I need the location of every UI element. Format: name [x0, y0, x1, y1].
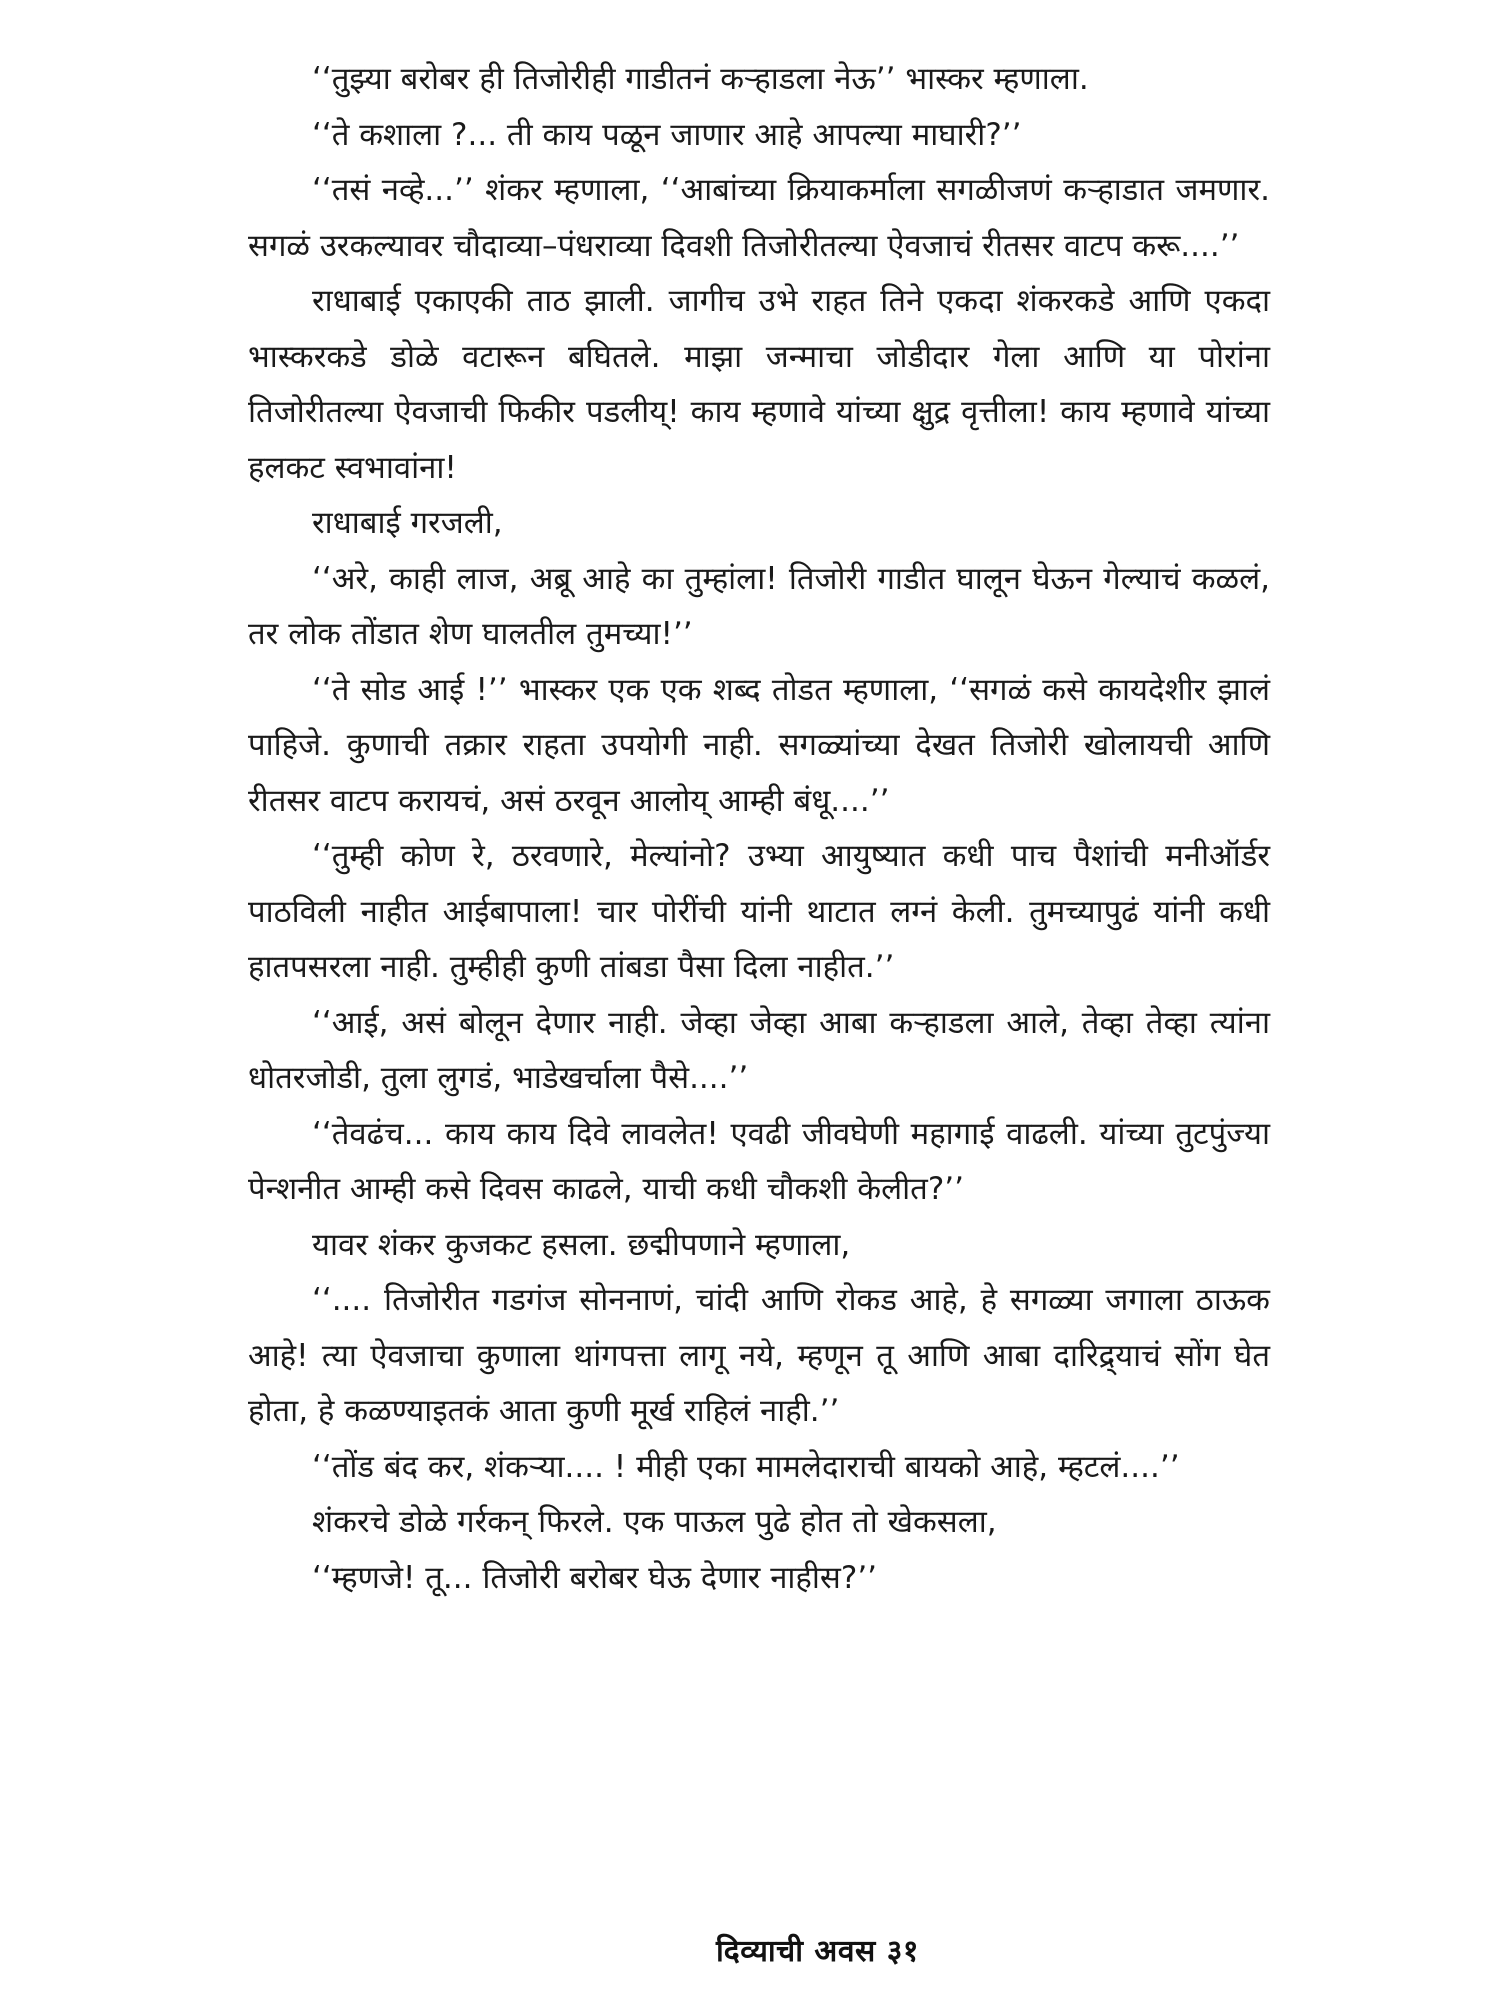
paragraph-10: ‘‘तेवढंच... काय काय दिवे लावलेत! एवढी जीवघेणी महागाई वाढली. यांच्या तुटपुंज्या पेन्शनीत आम्ही कसे दिवस काढले, याची कधी चौकशी केलीत?’’ [248, 1115, 1270, 1207]
paragraph-3: ‘‘तसं नव्हे...’’ शंकर म्हणाला, ‘‘आबांच्या क्रियाकर्माला सगळीजणं कऱ्हाडात जमणार. सगळं उरकल्यावर चौदाव्या–पंधराव्या दिवशी तिजोरीतल्या ऐवजाचं रीतसर वाटप करू....’’ [248, 172, 1270, 264]
paragraph-4: राधाबाई एकाएकी ताठ झाली. जागीच उभे राहत तिने एकदा शंकरकडे आणि एकदा भास्करकडे डोळे वटारून बघितले. माझा जन्माचा जोडीदार गेला आणि या पोरांना तिजोरीतल्या ऐवजाची फिकीर पडलीय्! काय म्हणावे यांच्या क्षुद्र वृत्तीला! काय म्हणावे यांच्या हलकट स्वभावांना! [248, 283, 1270, 486]
paragraph-15: ‘‘म्हणजे! तू... तिजोरी बरोबर घेऊ देणार नाहीस?’’ [312, 1559, 878, 1596]
paragraph-9: ‘‘आई, असं बोलून देणार नाही. जेव्हा जेव्हा आबा कऱ्हाडला आले, तेव्हा तेव्हा त्यांना धोतरजोडी, तुला लुगडं, भाडेखर्चाला पैसे....’’ [248, 1004, 1270, 1096]
paragraph-5: राधाबाई गरजली, [312, 505, 503, 541]
paragraph-11: यावर शंकर कुजकट हसला. छद्मीपणाने म्हणाला, [312, 1226, 851, 1263]
paragraph-1: ‘‘तुझ्या बरोबर ही तिजोरीही गाडीतनं कऱ्हाडला नेऊ’’ भास्कर म्हणाला. [312, 61, 1089, 97]
paragraph-6: ‘‘अरे, काही लाज, अब्रू आहे का तुम्हांला! तिजोरी गाडीत घालून घेऊन गेल्याचं कळलं, तर लोक तोंडात शेण घालतील तुमच्या!’’ [248, 560, 1270, 652]
paragraph-7: ‘‘ते सोड आई !’’ भास्कर एक एक शब्द तोडत म्हणाला, ‘‘सगळं कसे कायदेशीर झालं पाहिजे. कुणाची तक्रार राहता उपयोगी नाही. सगळ्यांच्या देखत तिजोरी खोलायची आणि रीतसर वाटप करायचं, असं ठरवून आलोय् आम्ही बंधू....’’ [248, 671, 1270, 819]
paragraph-14: शंकरचे डोळे गर्रकन् फिरले. एक पाऊल पुढे होत तो खेकसला, [312, 1504, 997, 1540]
paragraph-8: ‘‘तुम्ही कोण रे, ठरवणारे, मेल्यांनो? उभ्या आयुष्यात कधी पाच पैशांची मनीऑर्डर पाठविली नाहीत आईबापाला! चार पोरींची यांनी थाटात लग्नं केली. तुमच्यापुढं यांनी कधी हातपसरला नाही. तुम्हीही कुणी तांबडा पैसा दिला नाहीत.’’ [248, 838, 1271, 985]
paragraph-2: ‘‘ते कशाला ?... ती काय पळून जाणार आहे आपल्या माघारी?’’ [312, 116, 1022, 153]
paragraph-12: ‘‘.... तिजोरीत गडगंज सोननाणं, चांदी आणि रोकड आहे, हे सगळ्या जगाला ठाऊक आहे! त्या ऐवजाचा कुणाला थांगपत्ता लागू नये, म्हणून तू आणि आबा दारिद्र्याचं सोंग घेत होता, हे कळण्याइतकं आता कुणी मूर्ख राहिलं नाही.’’ [248, 1282, 1270, 1429]
page-body [248, 52, 1270, 1952]
paragraph-13: ‘‘तोंड बंद कर, शंकऱ्या.... ! मीही एका मामलेदाराची बायको आहे, म्हटलं....’’ [312, 1448, 1180, 1485]
book-title-page-number: दिव्याची अवस ३१ [716, 1934, 919, 1969]
page-footer [0, 1932, 1500, 1972]
